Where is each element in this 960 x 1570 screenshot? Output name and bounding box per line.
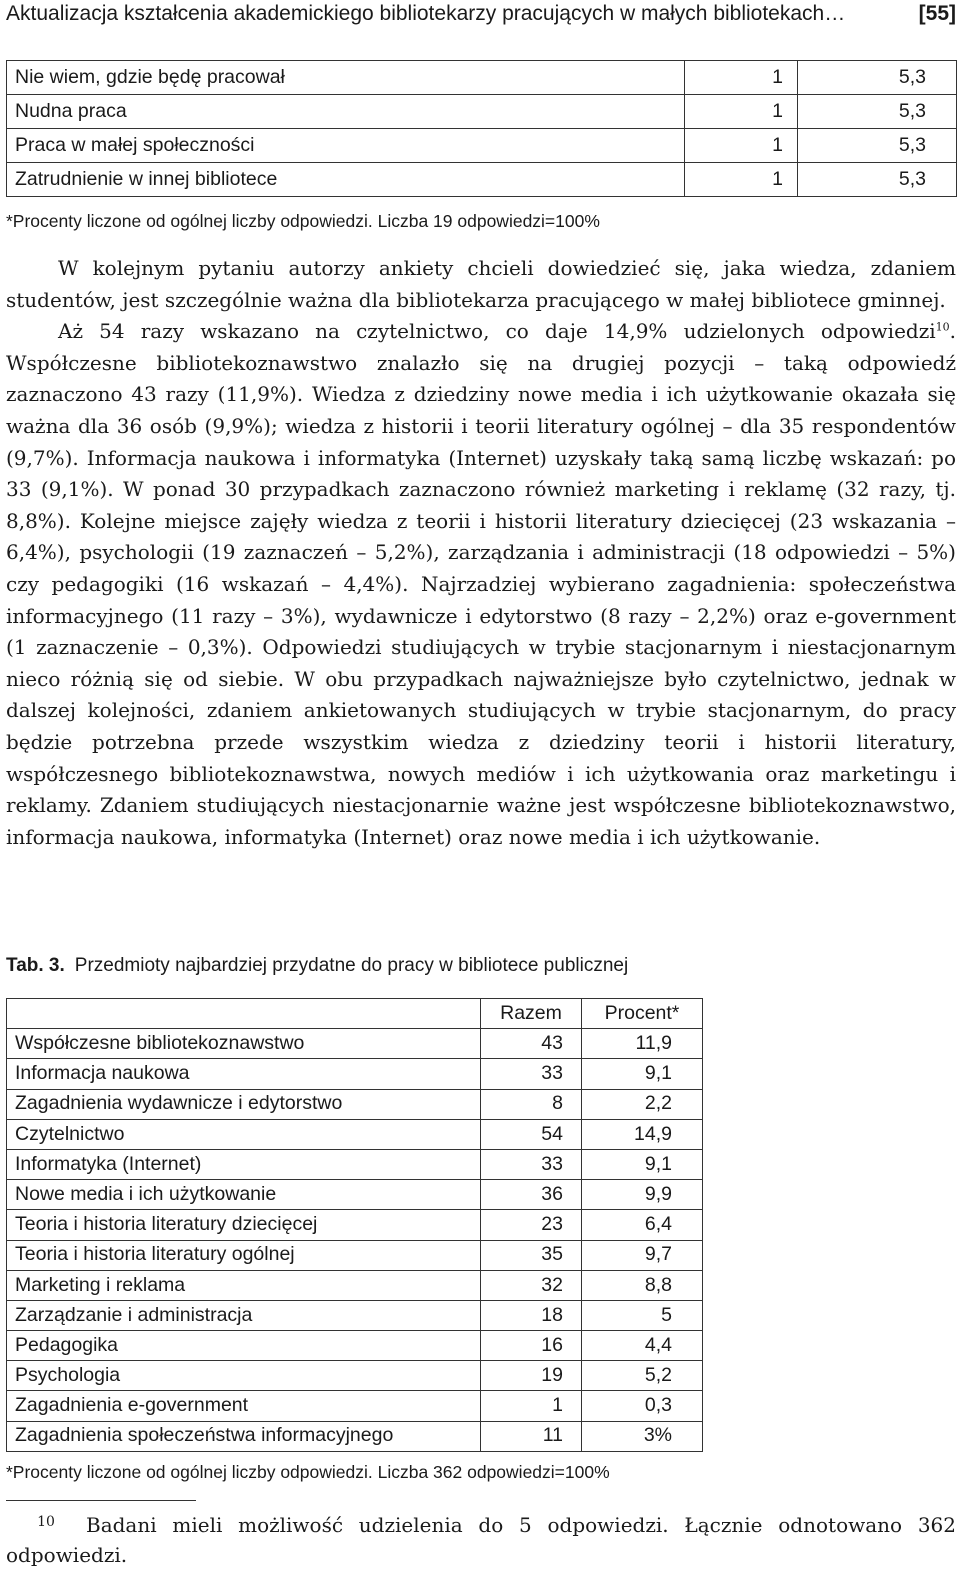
row-label: Zagadnienia społeczeństwa informacyjnego (7, 1421, 481, 1451)
row-count: 11 (481, 1421, 582, 1451)
row-label: Zagadnienia wydawnicze i edytorstwo (7, 1089, 481, 1119)
footnote (6, 1507, 956, 1570)
footnote-text: Badani mieli możliwość udzielenia do 5 odpowiedzi. Łącznie odnotowano 362 odpowiedzi. (6, 1513, 956, 1567)
row-label: Czytelnictwo (7, 1119, 481, 1149)
row-percent: 6,4 (582, 1210, 703, 1240)
table-header-row (7, 999, 703, 1029)
page-number: [55] (918, 2, 956, 25)
row-count: 1 (685, 129, 798, 163)
row-percent: 14,9 (582, 1119, 703, 1149)
row-label: Nie wiem, gdzie będę pracował (7, 61, 685, 95)
row-label: Psychologia (7, 1361, 481, 1391)
row-percent: 4,4 (582, 1331, 703, 1361)
row-count: 54 (481, 1119, 582, 1149)
row-label: Nowe media i ich użytkowanie (7, 1180, 481, 1210)
row-percent: 0,3 (582, 1391, 703, 1421)
subjects-table (6, 998, 703, 1452)
paragraph (6, 316, 956, 853)
table-row (7, 1421, 703, 1451)
row-label: Informacja naukowa (7, 1059, 481, 1089)
row-count: 1 (685, 163, 798, 197)
row-count: 35 (481, 1240, 582, 1270)
table-row (7, 163, 957, 197)
row-count: 33 (481, 1059, 582, 1089)
row-count: 1 (685, 95, 798, 129)
table-row (7, 129, 957, 163)
row-percent: 3% (582, 1421, 703, 1451)
row-percent: 5,3 (798, 163, 957, 197)
row-count: 43 (481, 1029, 582, 1059)
table-row (7, 1210, 703, 1240)
row-label: Marketing i reklama (7, 1270, 481, 1300)
row-count: 19 (481, 1361, 582, 1391)
table-title: Przedmioty najbardziej przydatne do pracy w bibliotece publicznej (74, 955, 629, 976)
table-row (7, 1119, 703, 1149)
table-row (7, 1089, 703, 1119)
row-percent: 9,7 (582, 1240, 703, 1270)
table-row (7, 1180, 703, 1210)
row-percent: 5 (582, 1300, 703, 1330)
running-header (6, 2, 956, 32)
row-percent: 9,1 (582, 1059, 703, 1089)
row-percent: 9,9 (582, 1180, 703, 1210)
table-note: *Procenty liczone od ogólnej liczby odpowiedzi. Liczba 362 odpowiedzi=100% (6, 1462, 610, 1482)
header-cell-empty (7, 999, 481, 1029)
table-row (7, 1391, 703, 1421)
row-percent: 9,1 (582, 1149, 703, 1179)
table-number: Tab. 3. (6, 955, 65, 976)
row-count: 23 (481, 1210, 582, 1240)
footnote-number: 10 (37, 1514, 55, 1530)
row-percent: 5,3 (798, 61, 957, 95)
footnote-rule (6, 1500, 196, 1501)
row-count: 8 (481, 1089, 582, 1119)
running-title: Aktualizacja kształcenia akademickiego bibliotekarzy pracujących w małych bibliotekach… (6, 2, 846, 25)
row-count: 1 (481, 1391, 582, 1421)
row-count: 32 (481, 1270, 582, 1300)
row-count: 16 (481, 1331, 582, 1361)
paragraph-text: Aż 54 razy wskazano na czytelnictwo, co daje 14,9% udzielonych odpowiedzi (58, 319, 936, 344)
row-label: Pedagogika (7, 1331, 481, 1361)
table-row (7, 1240, 703, 1270)
row-count: 33 (481, 1149, 582, 1179)
table-row (7, 1029, 703, 1059)
row-count: 36 (481, 1180, 582, 1210)
row-label: Teoria i historia literatury dziecięcej (7, 1210, 481, 1240)
paragraph: W kolejnym pytaniu autorzy ankiety chcieli dowiedzieć się, jaka wiedza, zdaniem studentów, jest szczególnie ważna dla bibliotekarza pracującego w małej bibliotece gminnej. (6, 256, 956, 312)
row-label: Praca w małej społeczności (7, 129, 685, 163)
table-row (7, 95, 957, 129)
row-label: Zarządzanie i administracja (7, 1300, 481, 1330)
table-row (7, 1331, 703, 1361)
row-label: Informatyka (Internet) (7, 1149, 481, 1179)
footnote-reference: 10 (935, 320, 950, 334)
table-continued (6, 60, 957, 197)
row-percent: 5,2 (582, 1361, 703, 1391)
row-label: Teoria i historia literatury ogólnej (7, 1240, 481, 1270)
row-label: Zagadnienia e-government (7, 1391, 481, 1421)
header-cell-count: Razem (481, 999, 582, 1029)
row-percent: 5,3 (798, 129, 957, 163)
table-note: *Procenty liczone od ogólnej liczby odpowiedzi. Liczba 19 odpowiedzi=100% (6, 211, 600, 231)
row-percent: 11,9 (582, 1029, 703, 1059)
row-percent: 8,8 (582, 1270, 703, 1300)
table-caption (6, 955, 628, 977)
table-row (7, 61, 957, 95)
table-row (7, 1361, 703, 1391)
row-label: Współczesne bibliotekoznawstwo (7, 1029, 481, 1059)
row-count: 18 (481, 1300, 582, 1330)
table-row (7, 1149, 703, 1179)
row-count: 1 (685, 61, 798, 95)
table-row (7, 1300, 703, 1330)
row-label: Nudna praca (7, 95, 685, 129)
row-percent: 5,3 (798, 95, 957, 129)
table-row (7, 1059, 703, 1089)
header-cell-percent: Procent* (582, 999, 703, 1029)
table-row (7, 1270, 703, 1300)
paragraph-text: . Współczesne bibliotekoznawstwo znalazło się na drugiej pozycji – taką odpowiedź zaznaczono 43 razy (11,9%). Wiedza z dziedziny nowe media i ich użytkowanie okazała się ważna dla 36 osób (9,9%); wiedza z historii i teorii literatury ogólnej – dla 35 respondentów (9,7%). Informacja naukowa i informatyka (Internet) uzyskały taką samą liczbę wskazań: po 33 (9,1%). W ponad 30 przypadkach zaznaczono również marketing i reklamę (32 razy, tj. 8,8%). Kolejne miejsce zajęły wiedza z teorii i historii literatury dziecięcej (23 wskazania – 6,4%), psychologii (19 zaznaczeń – 5,2%), zarządzania i administracji (18 odpowiedzi – 5%) czy pedagogiki (16 wskazań – 4,4%). Najrzadziej wybierano zagadnienia: społeczeństwa informacyjnego (11 razy – 3%), wydawnicze i edytorstwo (8 razy – 2,2%) oraz e-government (1 zaznaczenie – 0,3%). Odpowiedzi studiujących w trybie stacjonarnym i niestacjonarnym nieco różnią się od siebie. W obu przypadkach najważniejsze było czytelnictwo, jednak w dalszej kolejności, zdaniem ankietowanych studiujących w trybie stacjonarnym, do pracy będzie potrzebna przede wszystkim wiedza z dziedziny teorii i historii literatury, współczesnego bibliotekoznawstwa, nowych mediów i ich użytkowania oraz marketingu i reklamy. Zdaniem studiujących niestacjonarnie ważne jest współczesne bibliotekoznawstwo, informacja naukowa, informatyka (Internet) oraz nowe media i ich użytkowanie. (6, 319, 956, 849)
row-label: Zatrudnienie w innej bibliotece (7, 163, 685, 197)
body-text (6, 253, 956, 853)
row-percent: 2,2 (582, 1089, 703, 1119)
